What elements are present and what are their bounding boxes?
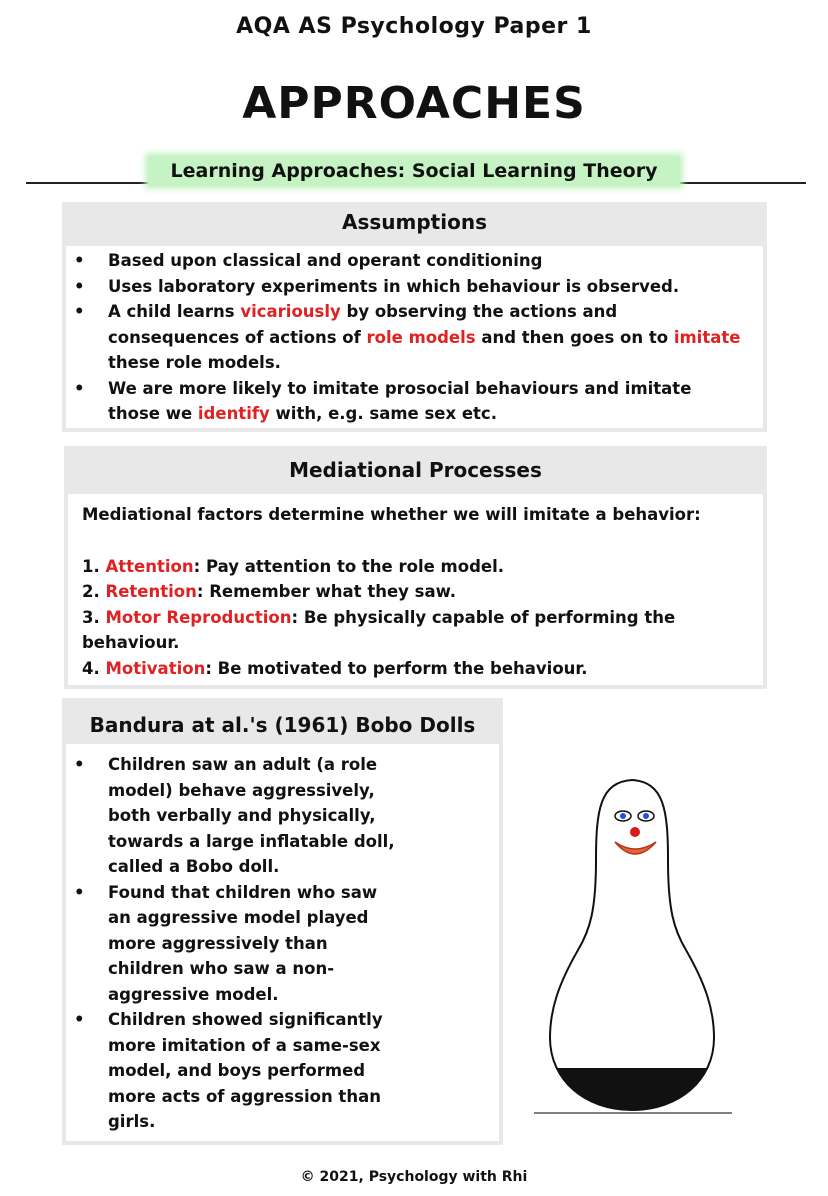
bandura-item: • Children showed significantly more imitation of a same-sex model, and boys performed more acts of aggression than girls. [66, 1007, 399, 1135]
assumptions-list [66, 248, 763, 427]
assumption-item [66, 274, 749, 300]
step-text: : Be physically capable of performing the behaviour. [82, 607, 676, 652]
bobo-doll-illustration [530, 770, 740, 1120]
step-num: 2. [82, 582, 106, 601]
assumption-text: Based upon classical and operant conditioning [108, 251, 543, 270]
bandura-panel [62, 698, 503, 1145]
bandura-heading: Bandura at al.'s (1961) Bobo Dolls [89, 713, 476, 737]
bandura-item: • Children saw an adult (a role model) behave aggressively, both verbally and physically, towards a large inflatable doll, called a Bobo doll. [66, 752, 399, 880]
mediational-intro: Mediational factors determine whether we will imitate a behavior: [82, 505, 701, 524]
key-term: identify [197, 404, 270, 423]
assumption-text: and then goes on to [475, 327, 674, 347]
mediational-panel [64, 446, 767, 689]
assumption-text: by observing the actions and consequences of actions of [108, 302, 618, 347]
footer-copyright: © 2021, Psychology with Rhi [300, 1169, 528, 1185]
main-title: APPROACHES [242, 78, 586, 129]
key-term: role models [366, 327, 476, 347]
key-term: vicariously [240, 302, 341, 321]
step-text: : Pay attention to the role model. [193, 556, 504, 576]
assumptions-panel [62, 202, 767, 432]
assumptions-body [66, 246, 763, 428]
mediational-heading: Mediational Processes [289, 458, 542, 482]
bobo-doll-nose [630, 827, 640, 837]
assumption-text: A child learns [108, 302, 241, 321]
assumptions-heading: Assumptions [342, 210, 487, 234]
bandura-body [66, 744, 499, 1141]
mediational-body [68, 494, 763, 685]
mediational-steps [82, 554, 753, 682]
mediational-step [82, 579, 753, 605]
bobo-doll-base [530, 1068, 740, 1120]
step-term: Attention [105, 556, 194, 576]
bandura-list [66, 752, 499, 1135]
bandura-item: • Found that children who saw an aggressive model played more aggressively than children who saw a non-aggressive model. [66, 880, 399, 1008]
assumption-item [66, 376, 749, 427]
divider-left [26, 182, 150, 184]
step-term: Retention [105, 582, 197, 601]
divider-right [680, 182, 806, 184]
step-num: 4. [82, 658, 106, 678]
assumption-text: We are more likely to imitate prosocial behaviours and imitate those we [108, 378, 692, 423]
assumption-text: with, e.g. same sex etc. [269, 404, 497, 423]
assumption-text: Uses laboratory experiments in which behaviour is observed. [108, 276, 680, 296]
assumption-item [66, 299, 749, 376]
key-term: imitate [673, 327, 741, 347]
section-subtitle: Learning Approaches: Social Learning Theory [148, 156, 680, 186]
step-num: 3. [82, 607, 106, 627]
step-text: : Remember what they saw. [196, 582, 457, 601]
mediational-step [82, 656, 753, 682]
mediational-step [82, 605, 753, 656]
assumption-item [66, 248, 749, 274]
step-term: Motivation [105, 658, 206, 678]
paper-title: AQA AS Psychology Paper 1 [236, 14, 592, 39]
step-term: Motor Reproduction [105, 607, 292, 627]
assumption-text: these role models. [108, 353, 281, 372]
step-num: 1. [82, 556, 106, 576]
mediational-step [82, 554, 753, 580]
step-text: : Be motivated to perform the behaviour. [205, 658, 588, 678]
